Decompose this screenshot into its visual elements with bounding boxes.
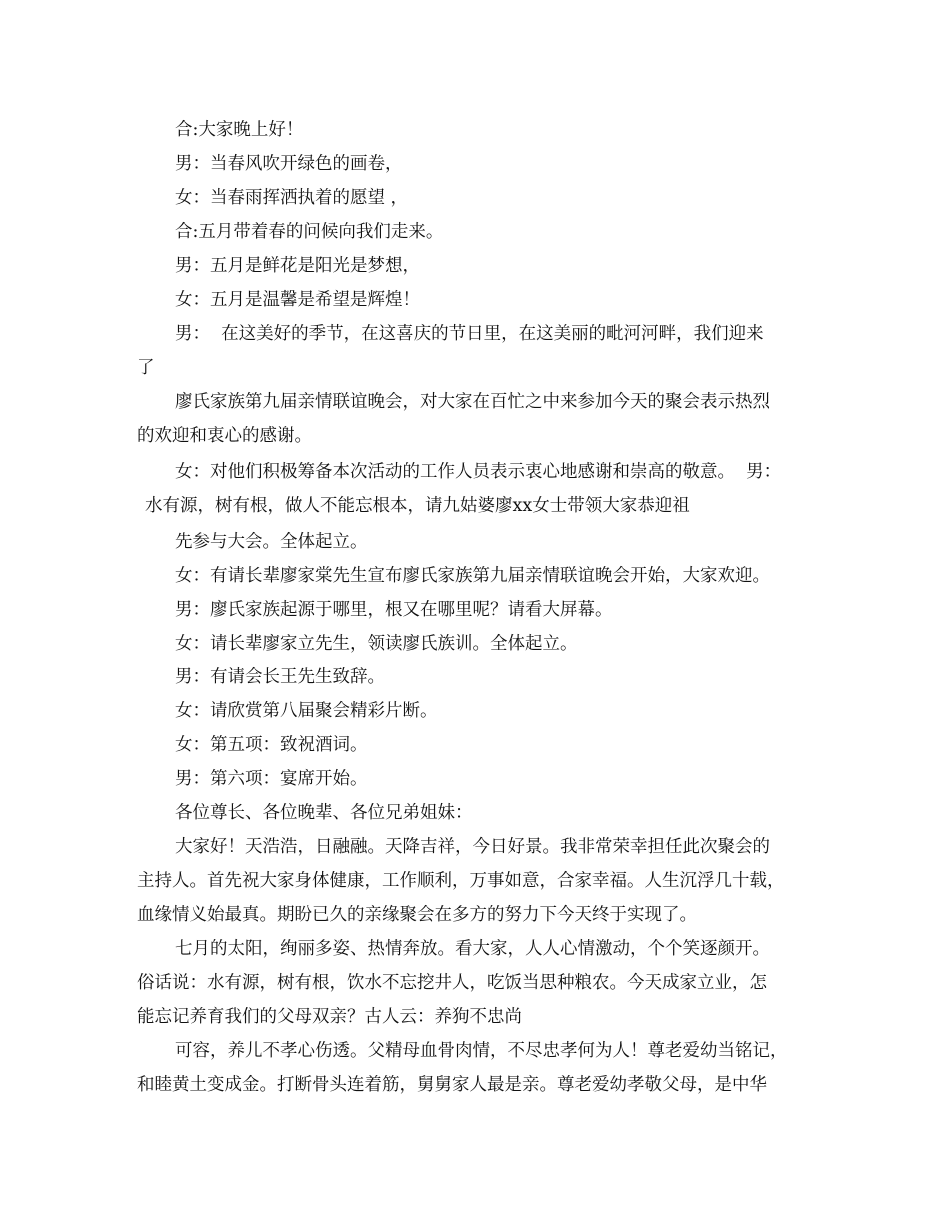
text-line: 女：请长辈廖家立先生，领读廖氏族训。全体起立。 — [175, 634, 578, 654]
text-line: 男： 在这美好的季节，在这喜庆的节日里，在这美丽的毗河河畔，我们迎来 — [175, 324, 764, 344]
text-line: 女：请欣赏第八届聚会精彩片断。 — [175, 701, 438, 721]
text-line: 七月的太阳，绚丽多姿、热情奔放。看大家，人人心情激动，个个笑逐颜开。 — [175, 939, 770, 959]
text-line: 合:大家晚上好！ — [175, 120, 304, 140]
text-line: 女：当春雨挥洒执着的愿望 ， — [175, 188, 409, 208]
text-line: 女：有请长辈廖家棠先生宣布廖氏家族第九届亲情联谊晚会开始，大家欢迎。 — [175, 566, 770, 586]
text-line: 廖氏家族第九届亲情联谊晚会，对大家在百忙之中来参加今天的聚会表示热烈 — [175, 392, 770, 412]
text-line: 和睦黄土变成金。打断骨头连着筋，舅舅家人最是亲。尊老爱幼孝敬父母，是中华 — [137, 1075, 767, 1095]
text-line: 了 — [137, 358, 155, 378]
text-line: 合:五月带着春的问候向我们走来。 — [175, 222, 444, 242]
text-line: 大家好！天浩浩，日融融。天降吉祥，今日好景。我非常荣幸担任此次聚会的 — [175, 837, 770, 857]
text-line: 各位尊长、各位晚辈、各位兄弟姐妹： — [175, 803, 473, 823]
text-line: 水有源，树有根，做人不能忘根本，请九姑婆廖xx女士带领大家恭迎祖 — [145, 496, 690, 516]
text-line: 男：第六项：宴席开始。 — [175, 769, 368, 789]
text-line: 女：五月是温馨是希望是辉煌！ — [175, 290, 420, 310]
text-line: 的欢迎和衷心的感谢。 — [137, 426, 312, 446]
text-line: 男：有请会长王先生致辞。 — [175, 667, 385, 687]
text-line: 俗话说：水有源，树有根，饮水不忘挖井人，吃饭当思种粮农。今天成家立业，怎 — [137, 973, 767, 993]
text-line: 血缘情义始最真。期盼已久的亲缘聚会在多方的努力下今天终于实现了。 — [137, 905, 697, 925]
text-line: 女：对他们积极筹备本次活动的工作人员表示衷心地感谢和崇高的敬意。 男： — [175, 462, 782, 482]
text-line: 先参与大会。全体起立。 — [175, 532, 368, 552]
text-line: 可容，养儿不孝心伤透。父精母血骨肉情，不尽忠孝何为人！尊老爱幼当铭记， — [175, 1041, 788, 1061]
text-line: 女：第五项：致祝酒词。 — [175, 735, 368, 755]
text-line: 能忘记养育我们的父母双亲？古人云：养狗不忠尚 — [137, 1007, 522, 1027]
text-line: 男：五月是鲜花是阳光是梦想， — [175, 256, 420, 276]
text-line: 男：廖氏家族起源于哪里，根又在哪里呢？请看大屏幕。 — [175, 600, 613, 620]
text-line: 主持人。首先祝大家身体健康，工作顺利，万事如意，合家幸福。人生沉浮几十载， — [137, 871, 785, 891]
text-line: 男：当春风吹开绿色的画卷， — [175, 154, 403, 174]
